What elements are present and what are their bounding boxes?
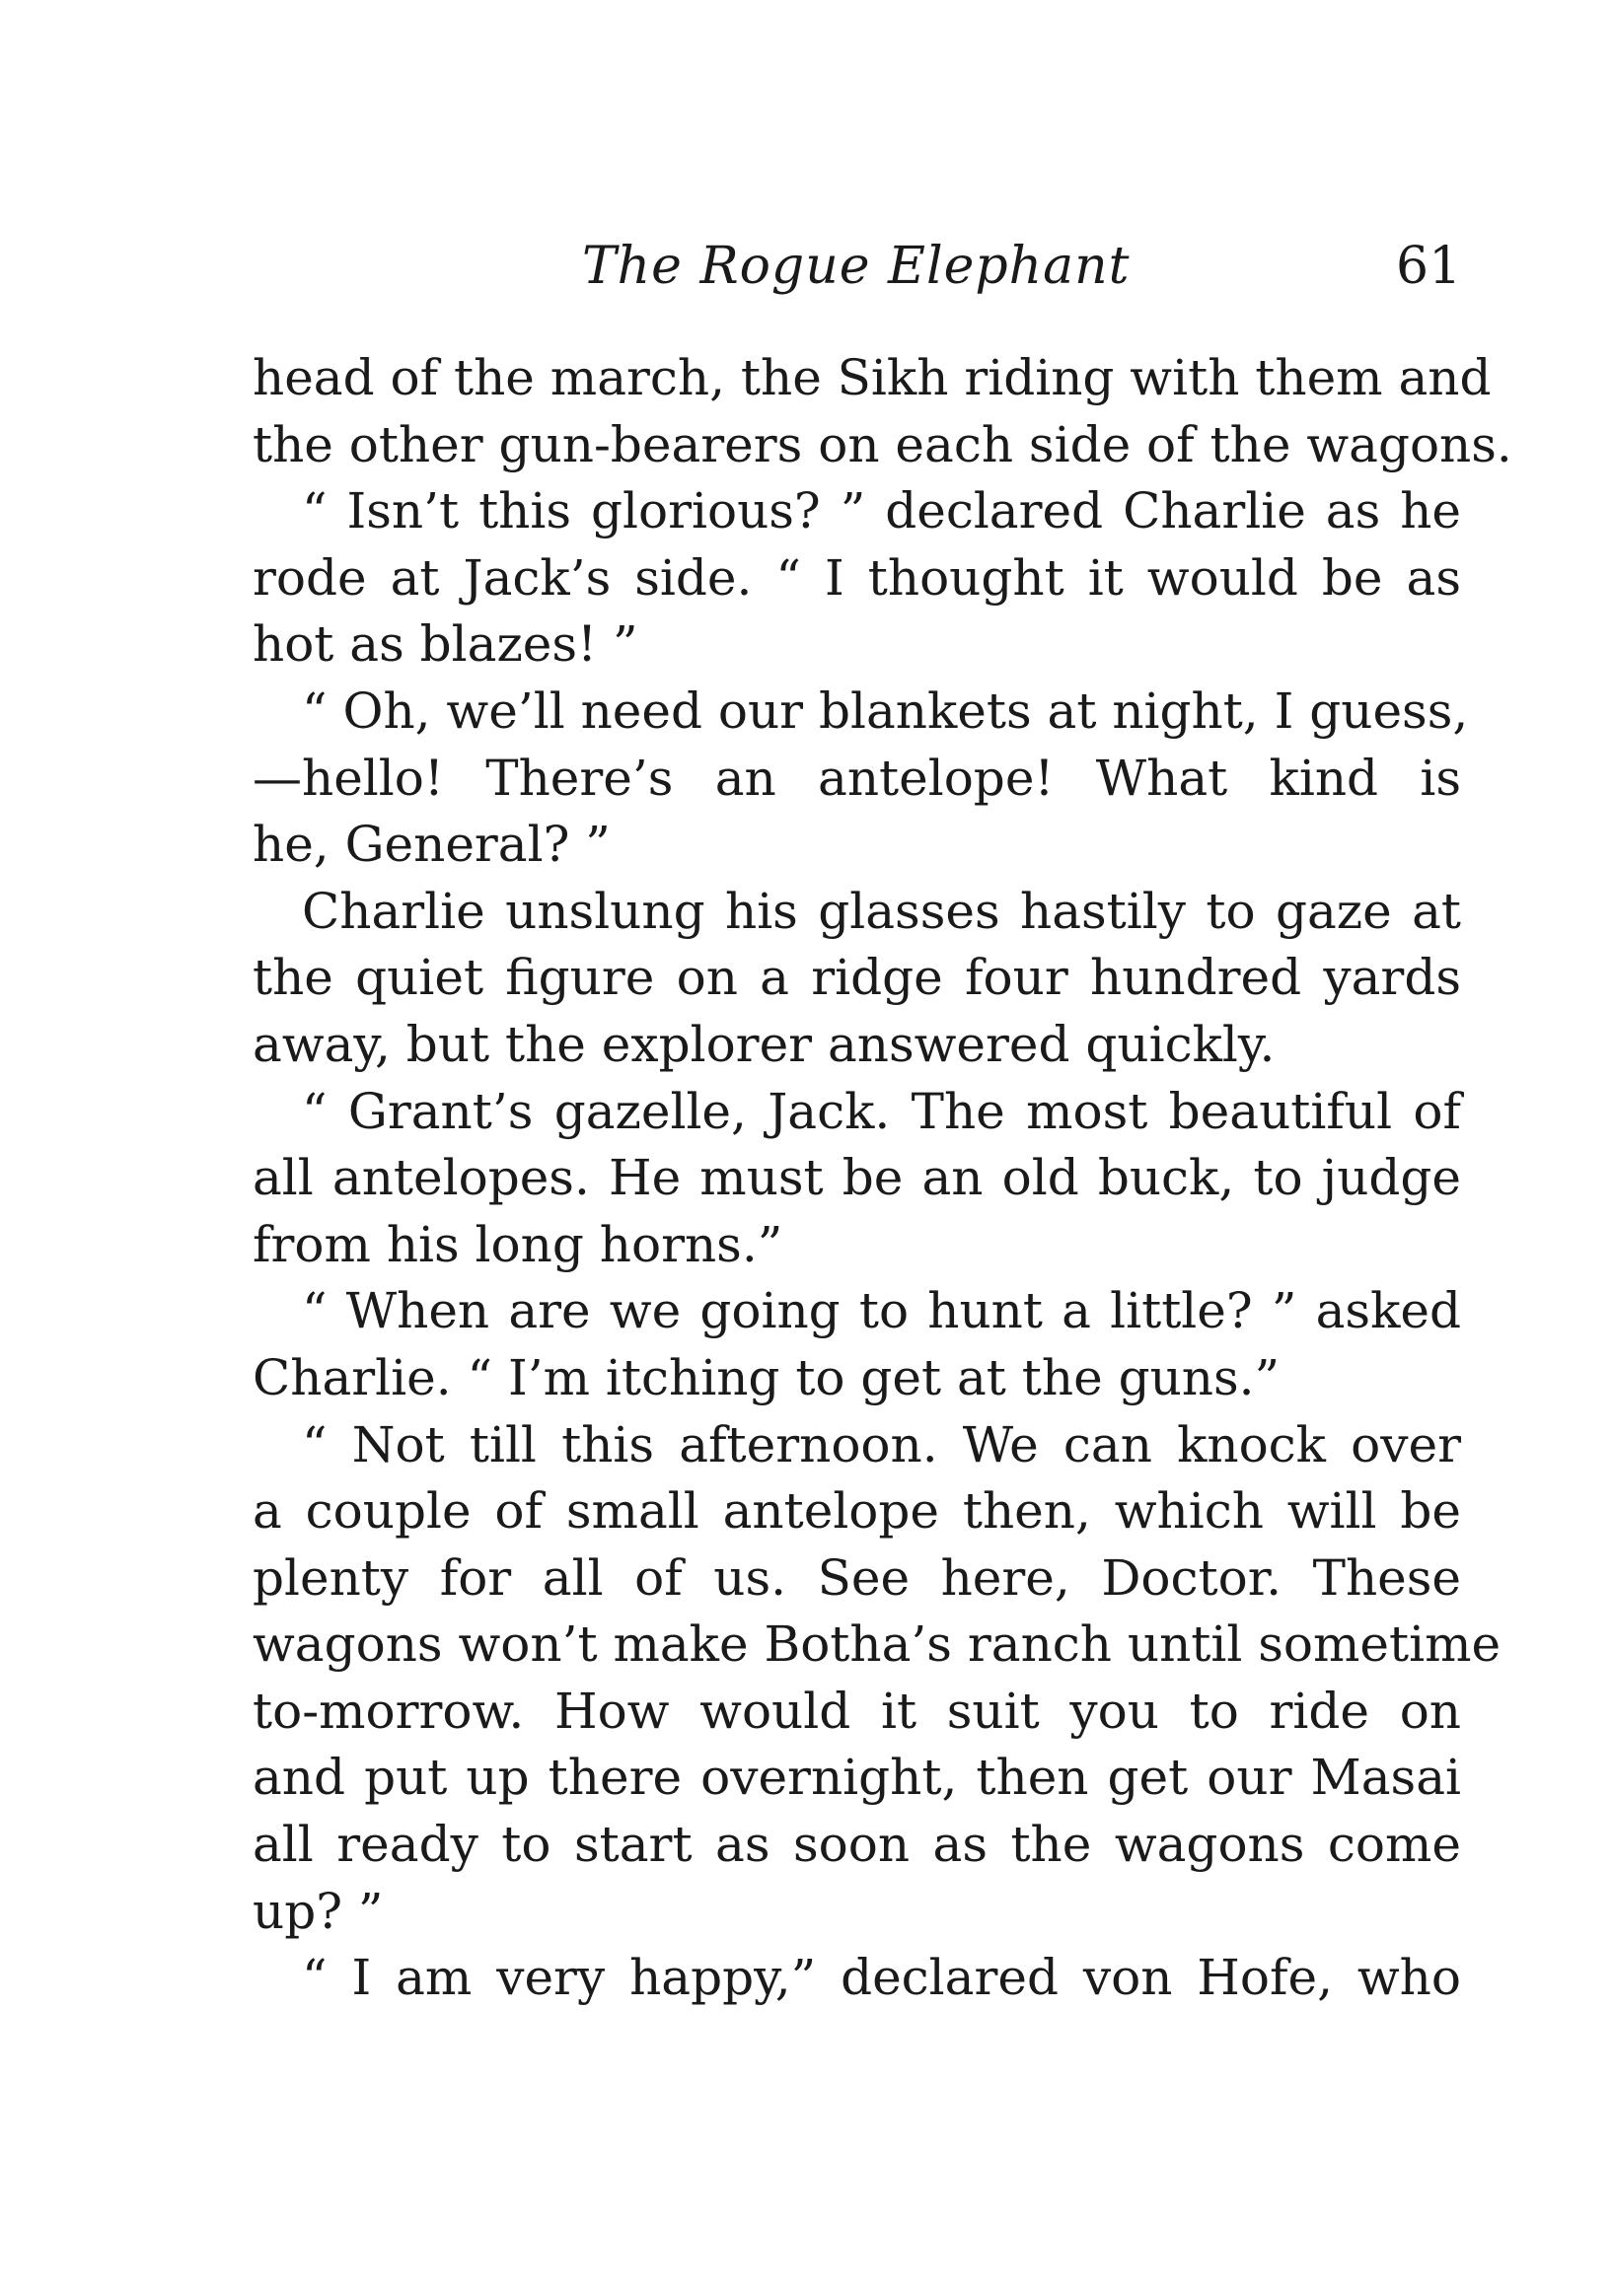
text-line: head of the march, the Sikh riding with them and (253, 349, 1492, 406)
running-title: The Rogue Elephant (582, 237, 1131, 296)
text-line: all antelopes. He must be an old buck, to judge (253, 1149, 1461, 1207)
text-line: “ I am very happy,” declared von Hofe, who (302, 1949, 1461, 2007)
text-line: “ Isn’t this glorious? ” declared Charlie as he (302, 482, 1461, 540)
text-line: plenty for all of us. See here, Doctor. These (253, 1548, 1461, 1607)
text-line: a couple of small antelope then, which will be (253, 1482, 1461, 1541)
body-text (253, 345, 1512, 2012)
text-line: the other gun-bearers on each side of the wagons. (253, 415, 1512, 473)
page-number: 61 (1396, 237, 1462, 296)
text-line: away, but the explorer answered quickly. (253, 1015, 1276, 1073)
text-line: up? ” (253, 1882, 384, 1940)
text-line: all ready to start as soon as the wagons come (253, 1816, 1461, 1874)
text-line: he, General? ” (253, 816, 611, 874)
text-line: and put up there overnight, then get our Masai (253, 1749, 1461, 1807)
text-line: “ Not till this afternoon. We can knock over (302, 1415, 1461, 1473)
text-line: from his long horns.” (253, 1215, 783, 1273)
text-line: Charlie. “ I’m itching to get at the guns.” (253, 1348, 1281, 1406)
text-line: “ When are we going to hunt a little? ” asked (302, 1282, 1461, 1340)
text-line: hot as blazes! ” (253, 615, 638, 674)
text-line: wagons won’t make Botha’s ranch until sometime (253, 1615, 1502, 1674)
text-line: Charlie unslung his glasses hastily to gaze at (302, 882, 1461, 940)
text-line: —hello! There’s an antelope! What kind is (253, 749, 1461, 807)
text-line: rode at Jack’s side. “ I thought it would be as (253, 548, 1461, 607)
text-line: to-morrow. How would it suit you to ride on (253, 1682, 1461, 1740)
text-line: “ Oh, we’ll need our blankets at night, I guess, (302, 682, 1469, 740)
text-line: “ Grant’s gazelle, Jack. The most beautiful of (302, 1082, 1461, 1140)
text-line: the quiet figure on a ridge four hundred yards (253, 949, 1461, 1007)
